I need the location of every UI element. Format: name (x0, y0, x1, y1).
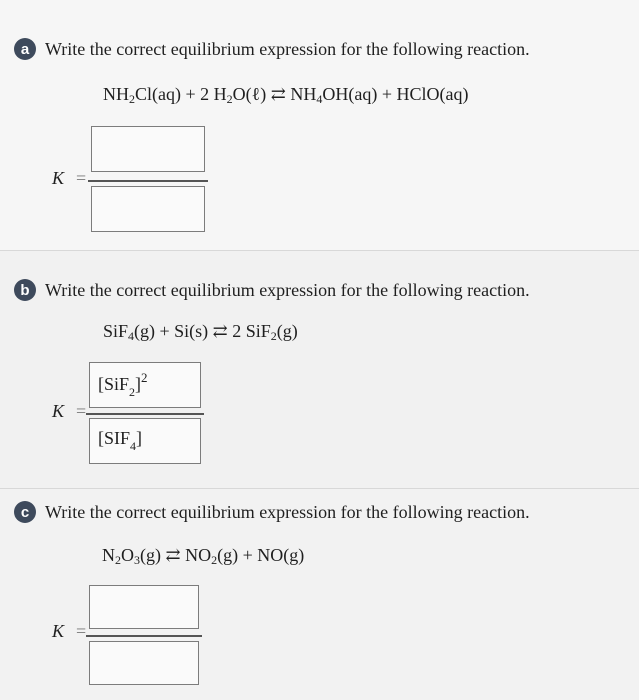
denominator-input-a[interactable] (91, 186, 205, 232)
numerator-input-c[interactable] (89, 585, 199, 629)
question-a-header (14, 38, 530, 60)
reaction-b-equation: SiF$_4$(g) + Si(s) ⇄ 2 SiF$_2$(g) (103, 321, 298, 343)
equals-sign-a: = (76, 168, 87, 188)
denominator-input-c[interactable] (89, 641, 199, 685)
fraction-bar-b (86, 413, 204, 415)
reaction-c-equation: $N_2O_3(g)$ ⇄ $NO_2(g) + NO(g)$ (102, 545, 305, 567)
numerator-input-a[interactable] (91, 126, 205, 172)
question-a-prompt: Write the correct equilibrium expression for the following reaction. (45, 38, 530, 59)
denominator-input-b[interactable] (89, 418, 201, 464)
question-b-section (0, 250, 639, 488)
question-a-badge: a (14, 38, 36, 60)
question-c-header (14, 501, 530, 523)
question-c-badge: c (14, 501, 36, 523)
equals-sign-c: = (76, 621, 87, 641)
k-label-c: K (52, 621, 65, 641)
question-c-prompt: Write the correct equilibrium expression for the following reaction. (45, 501, 530, 522)
denominator-value-b: $[SIF_4]$ (98, 428, 143, 453)
reaction-a-equation: $NH_2Cl(aq) + 2$ $H_2O(\ell)$ ⇄ $NH_4OH(aq)$ + HClO(aq) (103, 84, 469, 106)
question-a-section (0, 0, 639, 250)
fraction-bar-c (86, 635, 202, 637)
fraction-bar-a (88, 180, 208, 182)
equals-sign-b: = (76, 401, 87, 421)
question-b-badge: b (14, 279, 36, 301)
question-c-section (0, 488, 639, 700)
numerator-value-b: $[SiF_2]^2$ (98, 370, 148, 399)
question-b-header (14, 279, 530, 301)
k-label-a: K (52, 168, 65, 188)
numerator-input-b[interactable] (89, 362, 201, 408)
k-label-b: K (52, 401, 65, 421)
question-b-prompt: Write the correct equilibrium expression for the following reaction. (45, 279, 530, 300)
